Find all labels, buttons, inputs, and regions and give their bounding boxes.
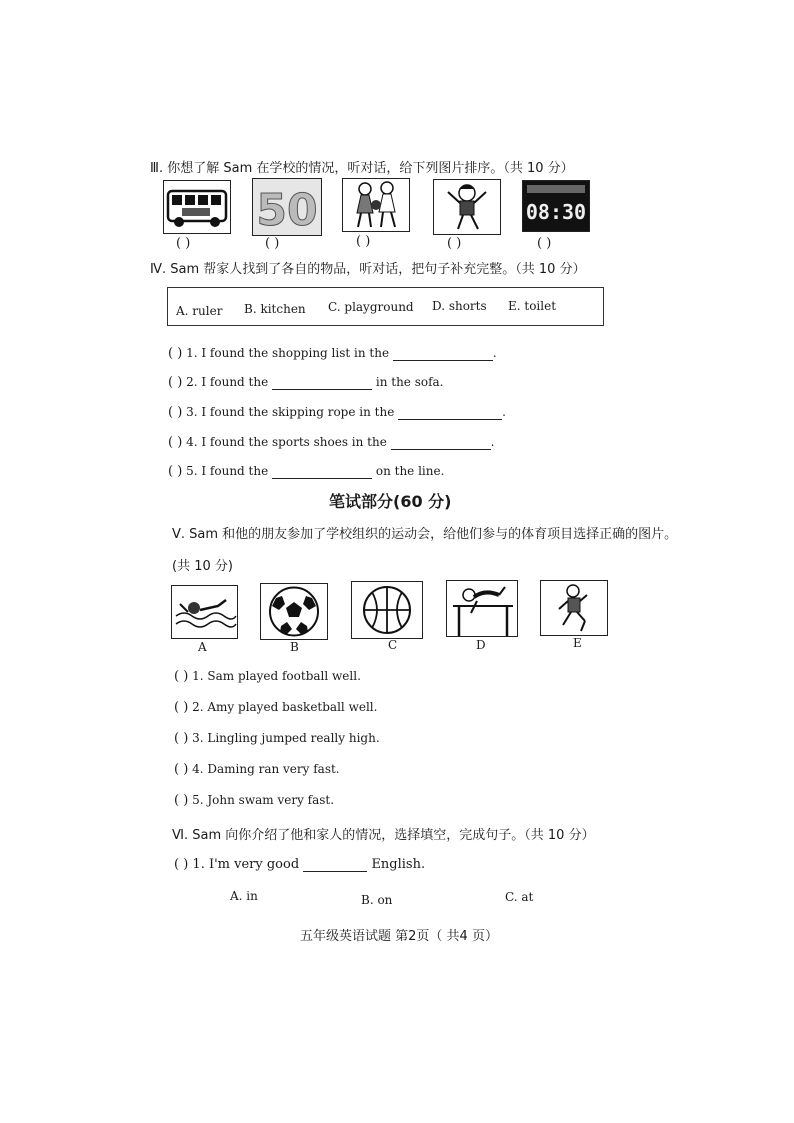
answer-paren[interactable]: ( ) — [168, 346, 183, 361]
svg-text:50: 50 — [256, 185, 318, 235]
section-5-heading: Ⅴ. Sam 和他的朋友参加了学校组织的运动会，给他们参与的体育项目选择正确的图片。 — [172, 527, 678, 542]
written-part-title: 笔试部分(60 分) — [329, 492, 452, 511]
answer-blank[interactable] — [272, 466, 372, 479]
answer-paren[interactable]: ( ) — [174, 762, 189, 777]
question-text: 2. Amy played basketball well. — [192, 700, 378, 714]
answer-paren[interactable]: ( ) — [176, 236, 191, 251]
question-item — [174, 731, 380, 746]
answer-blank[interactable] — [391, 437, 491, 450]
question-text-end: . — [502, 405, 506, 419]
football-icon — [260, 583, 328, 640]
answer-paren[interactable]: ( ) — [168, 405, 183, 420]
question-item — [174, 857, 425, 872]
question-text-end: . — [490, 435, 495, 449]
picture-letter: C — [388, 638, 398, 652]
answer-paren[interactable]: ( ) — [174, 793, 189, 808]
picture-letter: A — [198, 640, 207, 654]
bus-icon — [163, 180, 231, 234]
question-text: 1. Sam played football well. — [192, 669, 361, 683]
question-text: 5. I found the — [186, 464, 269, 478]
question-item — [174, 669, 361, 684]
swimming-icon — [171, 585, 238, 639]
choice-c[interactable]: C. at — [505, 890, 534, 904]
answer-paren[interactable]: ( ) — [174, 731, 189, 746]
question-item — [174, 700, 377, 715]
word-bank-box — [167, 287, 604, 326]
word-bank-option: D. shorts — [432, 299, 487, 313]
question-item — [174, 762, 340, 777]
question-item — [168, 346, 497, 361]
children-playing-icon — [342, 178, 410, 232]
basketball-icon — [351, 581, 423, 639]
question-item — [168, 464, 444, 479]
choice-a[interactable]: A. in — [230, 889, 258, 903]
page-footer: 五年级英语试题 第2页（ 共4 页） — [300, 929, 498, 944]
number-50-icon — [252, 178, 322, 236]
answer-paren[interactable]: ( ) — [174, 700, 189, 715]
answer-blank[interactable] — [272, 377, 372, 390]
question-text: 4. Daming ran very fast. — [192, 762, 340, 776]
section-3-heading: Ⅲ. 你想了解 Sam 在学校的情况，听对话，给下列图片排序。（共 10 分） — [150, 161, 574, 176]
question-text: 4. I found the sports shoes in the — [186, 435, 387, 449]
question-text: 3. Lingling jumped really high. — [192, 731, 380, 745]
picture-letter: B — [290, 640, 299, 654]
digital-clock-icon — [522, 180, 590, 232]
answer-paren[interactable]: ( ) — [168, 464, 183, 479]
word-bank-option: C. playground — [328, 300, 414, 314]
question-text: 1. I'm very good — [192, 857, 300, 872]
question-item — [174, 793, 334, 808]
question-item — [168, 375, 444, 390]
question-text-end: English. — [371, 857, 426, 872]
answer-paren[interactable]: ( ) — [168, 375, 183, 390]
section-6-heading: Ⅵ. Sam 向你介绍了他和家人的情况，选择填空，完成句子。（共 10 分） — [172, 828, 595, 843]
section-4-heading: Ⅳ. Sam 帮家人找到了各自的物品，听对话，把句子补充完整。（共 10 分） — [150, 262, 586, 277]
question-item — [168, 405, 506, 420]
word-bank-option: B. kitchen — [244, 302, 306, 316]
question-text-end: on the line. — [375, 464, 445, 478]
question-text: 5. John swam very fast. — [192, 793, 335, 807]
answer-paren[interactable]: ( ) — [174, 857, 189, 872]
question-text-end: in the sofa. — [375, 375, 444, 389]
picture-letter: E — [573, 636, 582, 650]
question-text: 2. I found the — [186, 375, 269, 389]
svg-text:08:30: 08:30 — [525, 200, 587, 224]
high-jump-icon — [446, 580, 518, 637]
answer-blank[interactable] — [303, 859, 367, 872]
choice-b[interactable]: B. on — [361, 893, 393, 907]
picture-letter: D — [476, 638, 486, 652]
question-text-end: . — [492, 346, 497, 360]
answer-paren[interactable]: ( ) — [265, 236, 280, 251]
question-text: 3. I found the skipping rope in the — [186, 405, 395, 419]
boy-waving-icon — [433, 179, 501, 235]
word-bank-option: A. ruler — [176, 304, 223, 318]
answer-blank[interactable] — [398, 407, 502, 420]
section-5-points: (共 10 分) — [172, 559, 233, 574]
question-text: 1. I found the shopping list in the — [186, 346, 390, 360]
question-item — [168, 435, 494, 450]
answer-paren[interactable]: ( ) — [356, 234, 371, 249]
answer-paren[interactable]: ( ) — [537, 236, 552, 251]
answer-paren[interactable]: ( ) — [174, 669, 189, 684]
word-bank-option: E. toilet — [508, 299, 557, 313]
answer-paren[interactable]: ( ) — [447, 236, 462, 251]
answer-paren[interactable]: ( ) — [168, 435, 183, 450]
answer-blank[interactable] — [393, 348, 493, 361]
running-icon — [540, 580, 608, 636]
